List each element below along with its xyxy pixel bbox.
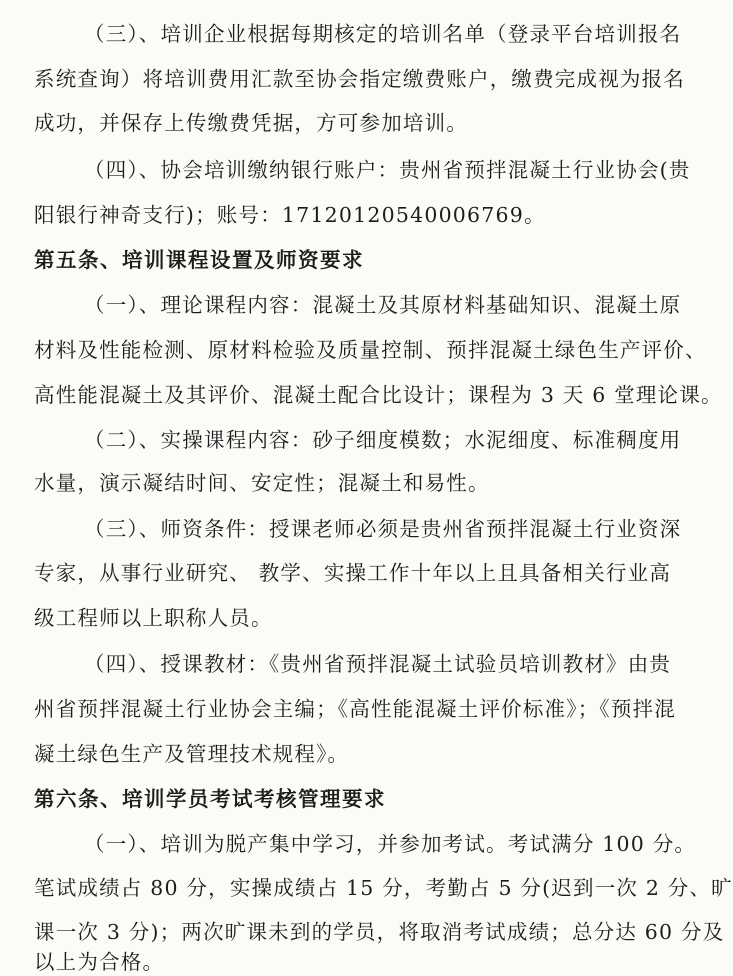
paragraph-line: 系统查询）将培训费用汇款至协会指定缴费账户，缴费完成视为报名 [34, 67, 685, 91]
paragraph-line: 笔试成绩占 80 分，实操成绩占 15 分，考勤占 5 分(迟到一次 2 分、旷 [34, 876, 733, 900]
paragraph-line: 凝土绿色生产及管理技术规程》。 [34, 742, 350, 766]
section-heading: 第五条、培训课程设置及师资要求 [34, 248, 364, 272]
paragraph-line: 专家，从事行业研究、 教学、实操工作十年以上且具备相关行业高 [34, 561, 672, 585]
paragraph-line: （四）、授课教材：《贵州省预拌混凝土试验员培训教材》由贵 [84, 652, 672, 676]
paragraph-line: （四）、协会培训缴纳银行账户：贵州省预拌混凝土行业协会(贵 [84, 158, 691, 182]
paragraph-line: 阳银行神奇支行)；账号：17120120540006769。 [34, 203, 546, 227]
paragraph-line: 州省预拌混凝土行业协会主编；《高性能混凝土评价标准》；《预拌混 [34, 697, 676, 721]
paragraph-line: （一）、理论课程内容：混凝土及其原材料基础知识、混凝土原 [84, 293, 682, 317]
paragraph-line: 以上为合格。 [34, 950, 165, 974]
paragraph-line: 课一次 3 分)；两次旷课未到的学员，将取消考试成绩；总分达 60 分及 [34, 920, 725, 944]
paragraph-line: 成功，并保存上传缴费凭据，方可参加培训。 [34, 111, 468, 135]
paragraph-line: 级工程师以上职称人员。 [34, 606, 273, 630]
paragraph-line: 高性能混凝土及其评价、混凝土配合比设计；课程为 3 天 6 堂理论课。 [34, 383, 723, 407]
paragraph-line: （一）、培训为脱产集中学习，并参加考试。考试满分 100 分。 [84, 832, 697, 856]
paragraph-line: （二）、实操课程内容：砂子细度模数；水泥细度、标准稠度用 [84, 428, 682, 452]
section-heading: 第六条、培训学员考试考核管理要求 [34, 787, 386, 811]
paragraph-line: 水量，演示凝结时间、安定性；混凝土和易性。 [34, 471, 490, 495]
paragraph-line: 材料及性能检测、原材料检验及质量控制、预拌混凝土绿色生产评价、 [34, 338, 707, 362]
paragraph-line: （三）、师资条件：授课老师必须是贵州省预拌混凝土行业资深 [84, 517, 682, 541]
paragraph-line: （三）、培训企业根据每期核定的培训名单（登录平台培训报名 [84, 22, 682, 46]
